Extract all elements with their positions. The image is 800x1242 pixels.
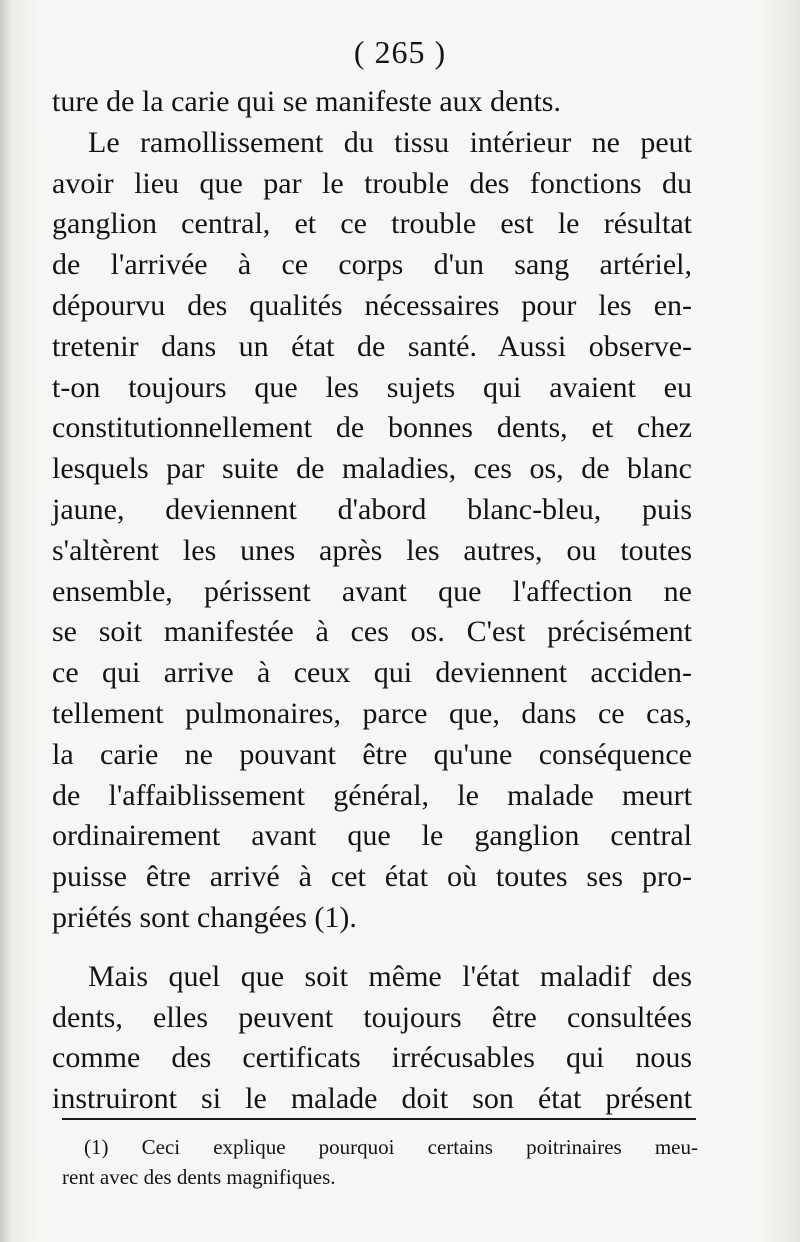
paragraph-gap: [52, 939, 692, 957]
footnote-rule: [62, 1118, 696, 1120]
text-line: avoir lieu que par le trouble des fonctions du: [52, 166, 692, 200]
text-line: instruiront si le malade doit son état présent: [52, 1082, 692, 1116]
text-line: comme des certificats irrécusables qui nous: [52, 1041, 692, 1075]
body-text: [52, 82, 692, 1120]
text-line: Le ramollissement du tissu intérieur ne peut: [88, 125, 692, 159]
page-edge-shadow: [0, 0, 12, 1242]
text-line: la carie ne pouvant être qu'une conséquence: [52, 737, 692, 771]
footnote: [62, 1132, 698, 1192]
text-line: lesquels par suite de maladies, ces os, de blanc: [52, 452, 692, 486]
text-line: ensemble, périssent avant que l'affection ne: [52, 574, 692, 608]
text-line: puisse être arrivé à cet état où toutes ses pro-: [52, 860, 692, 894]
text-line: ce qui arrive à ceux qui deviennent acciden-: [52, 656, 692, 690]
text-line: dépourvu des qualités nécessaires pour les en-: [52, 288, 692, 322]
text-line: ture de la carie qui se manifeste aux dents.: [52, 85, 561, 118]
text-line: de l'affaiblissement général, le malade meurt: [52, 778, 692, 812]
text-line: tellement pulmonaires, parce que, dans ce cas,: [52, 696, 692, 730]
footnote-line: (1) Ceci explique pourquoi certains poitrinaires meu-: [84, 1135, 698, 1159]
text-line: jaune, deviennent d'abord blanc-bleu, puis: [52, 492, 692, 526]
text-line: ordinairement avant que le ganglion central: [52, 819, 692, 853]
text-line: Mais quel que soit même l'état maladif des: [88, 959, 692, 993]
text-line: t-on toujours que les sujets qui avaient eu: [52, 370, 692, 404]
footnote-line: rent avec des dents magnifiques.: [62, 1165, 336, 1189]
text-line: de l'arrivée à ce corps d'un sang artériel,: [52, 248, 692, 282]
text-line: dents, elles peuvent toujours être consultées: [52, 1000, 692, 1034]
text-line: priétés sont changées (1).: [52, 900, 357, 934]
page-number: ( 265 ): [353, 34, 447, 70]
text-line: constitutionnellement de bonnes dents, et chez: [52, 411, 692, 445]
text-line: tretenir dans un état de santé. Aussi observe-: [52, 329, 692, 363]
text-line: ganglion central, et ce trouble est le résultat: [52, 207, 692, 241]
text-line: s'altèrent les unes après les autres, ou toutes: [52, 533, 692, 567]
text-line: se soit manifestée à ces os. C'est précisément: [52, 615, 692, 649]
